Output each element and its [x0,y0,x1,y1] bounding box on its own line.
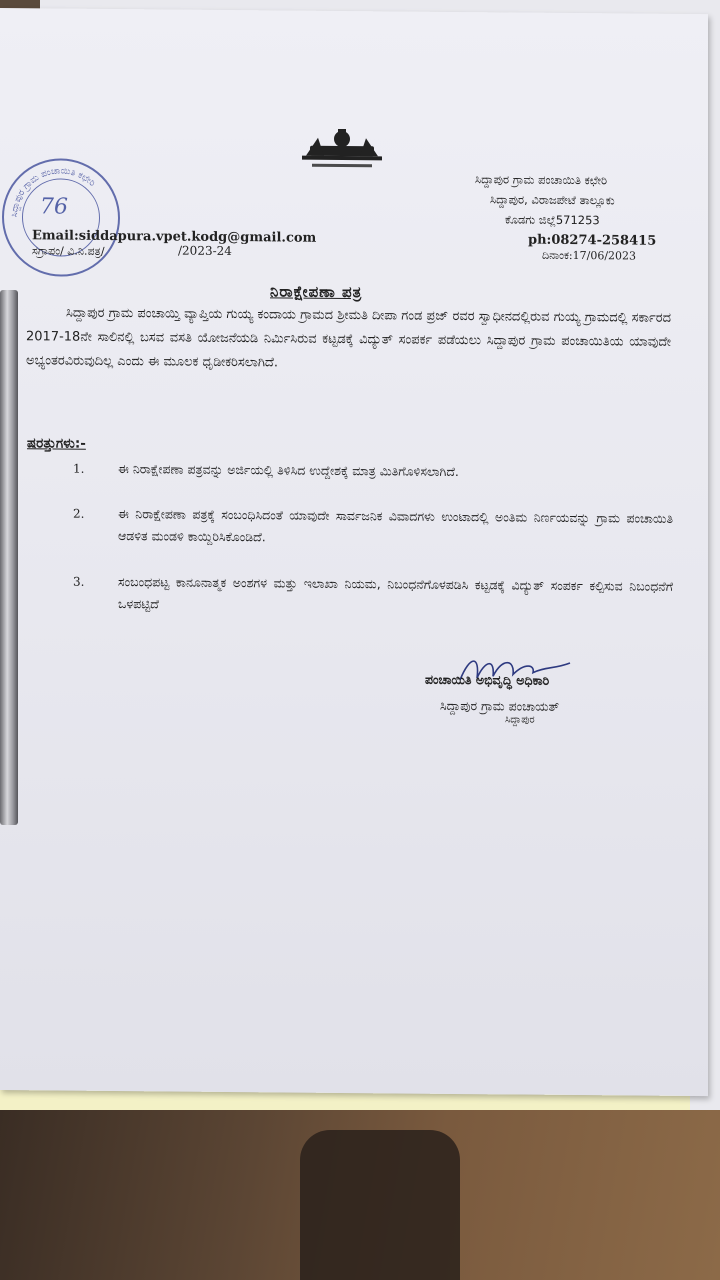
government-emblem-icon [292,126,392,173]
table-object [300,1130,460,1280]
condition-number: 3. [73,574,85,589]
email-address: Email:siddapura.vpet.kodg@gmail.com [32,228,317,246]
reference-year: /2023-24 [178,243,232,259]
signatory-designation: ಪಂಚಾಯಿತಿ ಅಭಿವೃದ್ಧಿ ಅಧಿಕಾರಿ [425,671,550,688]
office-seal-stamp [2,158,120,277]
condition-number: 2. [73,506,85,521]
stamp-number: 76 [40,194,68,220]
office-address-line: ಸಿದ್ದಾಪುರ, ವಿರಾಜಪೇಟೆ ತಾಲ್ಲೂಕು [490,192,615,208]
signatory-place: ಸಿದ್ದಾಪುರ [505,714,535,726]
pen-object [0,290,18,825]
office-address-line: ಕೊಡಗು ಜಿಲ್ಲೆ571253 [505,212,600,228]
svg-text:ಸಿದ್ದಾಪುರ ಗ್ರಾಮ ಪಂಚಾಯಿತಿ ಕಛೇರಿ: ಸಿದ್ದಾಪುರ ಗ್ರಾಮ ಪಂಚಾಯಿತಿ ಕಛೇರಿ [9,166,97,218]
office-address-line: ಸಿದ್ದಾಪುರ ಗ್ರಾಮ ಪಂಚಾಯಿತಿ ಕಛೇರಿ [475,172,608,188]
page-title: ನಿರಾಕ್ಷೇಪಣಾ ಪತ್ರ [270,282,363,302]
letter-page [0,8,708,1096]
condition-item: ಈ ನಿರಾಕ್ಷೇಪಣಾ ಪತ್ರಕ್ಕೆ ಸಂಬಂಧಿಸಿದಂತೆ ಯಾವುದೇ ಸಾರ್ವಜನಿಕ ವಿವಾದಗಳು ಉಂಟಾದಲ್ಲಿ ಅಂತಿಮ ನಿರ್ಣಯವನ್ನು ಗ್ರಾಮ ಪಂಚಾಯಿತಿ ಆಡಳಿತ ಮಂಡಳಿ ಕಾಯ್ದಿರಿಸಿಕೊಂಡಿದೆ. [118,506,673,545]
body-paragraph: ಸಿದ್ದಾಪುರ ಗ್ರಾಮ ಪಂಚಾಯ್ತಿ ವ್ಯಾಪ್ತಿಯ ಗುಯ್ಯ ಕಂದಾಯ ಗ್ರಾಮದ ಶ್ರೀಮತಿ ದೀಪಾ ಗಂಡ ಪ್ರಜ್ ರವರ ಸ್ವಾಧೀನದಲ್ಲಿರುವ ಗುಯ್ಯ ಗ್ರಾಮದಲ್ಲಿ ಸರ್ಕಾರದ 2017-18ನೇ ಸಾಲಿನಲ್ಲಿ ಬಸವ ವಸತಿ ಯೋಜನೆಯಡಿ ನಿರ್ಮಿಸಿರುವ ಕಟ್ಟಡಕ್ಕೆ ವಿದ್ಯುತ್ ಸಂಪರ್ಕ ಪಡೆಯಲು ಸಿದ್ದಾಪುರ ಗ್ರಾಮ ಪಂಚಾಯಿತಿಯ ಯಾವುದೇ ಅಭ್ಯಂತರವಿರುವುದಿಲ್ಲ ಎಂದು ಈ ಮೂಲಕ ಧೃಡೀಕರಿಸಲಾಗಿದೆ. [26,305,671,371]
phone-number: ph:08274-258415 [528,232,657,249]
signatory-office: ಸಿದ್ದಾಪುರ ಗ್ರಾಮ ಪಂಚಾಯತ್ [440,697,560,714]
reference-number: ಸಗ್ರಾಪಂ/ ವಿ.ನಿ.ಪತ್ರ/ [32,244,105,258]
condition-item: ಸಂಬಂಧಪಟ್ಟ ಕಾನೂನಾತ್ಮಕ ಅಂಶಗಳ ಮತ್ತು ಇಲಾಖಾ ನಿಯಮ, ನಿಬಂಧನೆಗೊಳಪಡಿಸಿ ಕಟ್ಟಡಕ್ಕೆ ವಿದ್ಯುತ್ ಸಂಪರ್ಕ ಕಲ್ಪಿಸುವ ನಿಬಂಧನೆಗೆ ಒಳಪಟ್ಟಿದೆ [118,574,673,612]
condition-number: 1. [73,461,85,476]
conditions-heading: ಷರತ್ತುಗಳು:- [27,435,86,452]
letter-date: ದಿನಾಂಕ:17/06/2023 [542,248,637,263]
condition-item: ಈ ನಿರಾಕ್ಷೇಪಣಾ ಪತ್ರವನ್ನು ಅರ್ಜಿಯಲ್ಲಿ ತಿಳಿಸಿದ ಉದ್ದೇಶಕ್ಕೆ ಮಾತ್ರ ಮಿತಿಗೊಳಿಸಲಾಗಿದೆ. [118,461,459,480]
